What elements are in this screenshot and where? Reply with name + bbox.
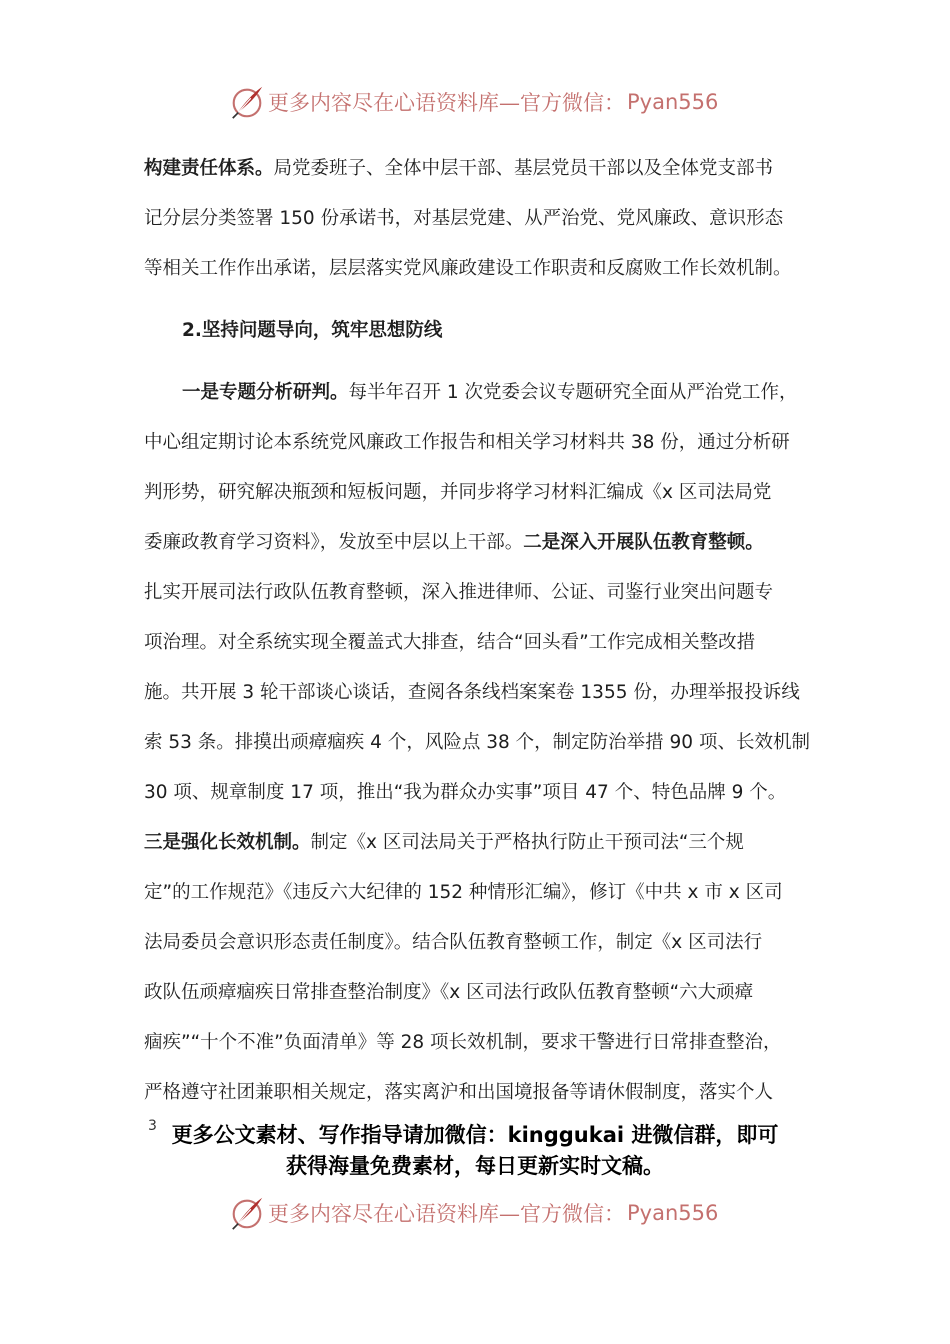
promo-line-1: 更多公文素材、写作指导请加微信：kinggukai 进微信群，即可 (171, 1123, 779, 1147)
header-banner (228, 82, 718, 122)
promo-line-2: 获得海量免费素材，每日更新实时文稿。 (286, 1154, 664, 1178)
document-body (144, 144, 814, 1118)
paragraph-line: 中心组定期讨论本系统党风廉政工作报告和相关学习材料共 38 份，通过分析研 (144, 432, 790, 453)
paragraph-line: 定”的工作规范》《违反六大纪律的 152 种情形汇编》，修订《中共 x 市 x 区司 (144, 882, 783, 903)
paragraph-line: 记分层分类签署 150 份承诺书，对基层党建、从严治党、党风廉政、意识形态 (144, 208, 784, 229)
paragraph-line: 法局委员会意识形态责任制度》。结合队伍教育整顿工作，制定《x 区司法行 (144, 932, 763, 953)
paragraph-line: 痼疾”“十个不准”负面清单》等 28 项长效机制，要求干警进行日常排查整治， (144, 1032, 782, 1053)
paragraph-line: 政队伍顽瘴痼疾日常排查整治制度》《x 区司法行政队伍教育整顿“六大顽瘴 (144, 982, 754, 1003)
paragraph-line: 三是强化长效机制。制定《x 区司法局关于严格执行防止干预司法“三个规 (144, 832, 744, 853)
banner-wechat-id: Pyan556 (627, 90, 719, 114)
section-heading: 2.坚持问题导向，筑牢思想防线 (182, 320, 443, 341)
paragraph-line: 索 53 条。排摸出顽瘴痼疾 4 个，风险点 38 个，制定防治举措 90 项、长效机制 (144, 732, 810, 753)
banner-text: 更多内容尽在心语资料库—官方微信： (268, 91, 625, 115)
banner-text: 更多内容尽在心语资料库—官方微信： (268, 1202, 625, 1226)
banner-wechat-id: Pyan556 (627, 1201, 719, 1225)
paragraph-line: 30 项、规章制度 17 项，推出“我为群众办实事”项目 47 个、特色品牌 9 个。 (144, 782, 787, 803)
paragraph-line: 扎实开展司法行政队伍教育整顿，深入推进律师、公证、司鉴行业突出问题专 (144, 582, 774, 603)
quill-logo-icon (228, 1194, 266, 1232)
paragraph-line: 判形势，研究解决瓶颈和短板问题，并同步将学习材料汇编成《x 区司法局党 (144, 482, 772, 503)
paragraph-line: 严格遵守社团兼职相关规定，落实离沪和出国境报备等请休假制度，落实个人 (144, 1082, 774, 1103)
lead-phrase: 构建责任体系。 (144, 158, 274, 179)
lead-phrase: 二是深入开展队伍教育整顿。 (523, 532, 764, 553)
paragraph-line: 委廉政教育学习资料》，发放至中层以上干部。二是深入开展队伍教育整顿。 (144, 532, 764, 553)
footer-banner (228, 1193, 718, 1233)
promo-text (0, 1120, 950, 1182)
page-number: 3 (148, 1118, 157, 1134)
paragraph-line: 构建责任体系。局党委班子、全体中层干部、基层党员干部以及全体党支部书 (144, 158, 774, 179)
paragraph-line: 等相关工作作出承诺，层层落实党风廉政建设工作职责和反腐败工作长效机制。 (144, 258, 792, 279)
lead-phrase: 一是专题分析研判。 (182, 382, 349, 403)
paragraph-line: 一是专题分析研判。每半年召开 1 次党委会议专题研究全面从严治党工作， (182, 382, 798, 403)
quill-logo-icon (228, 83, 266, 121)
paragraph-line: 项治理。对全系统实现全覆盖式大排查，结合“回头看”工作完成相关整改措 (144, 632, 756, 653)
lead-phrase: 三是强化长效机制。 (144, 832, 311, 853)
paragraph-line: 施。共开展 3 轮干部谈心谈话，查阅各条线档案案卷 1355 份，办理举报投诉线 (144, 682, 800, 703)
